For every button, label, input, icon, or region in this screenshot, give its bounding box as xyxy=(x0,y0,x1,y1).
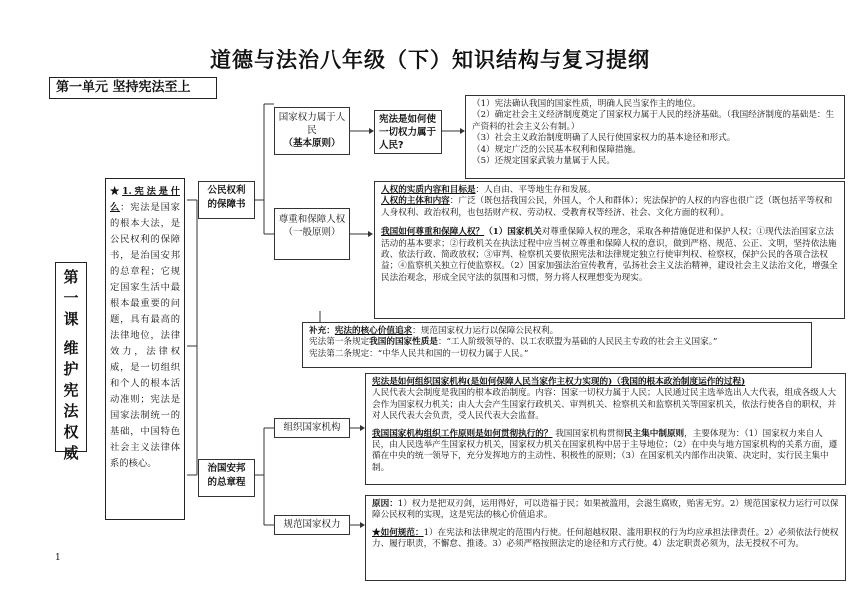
supplement-box xyxy=(302,322,812,368)
hr-subject-body: ：广泛（既包括我国公民，外国人，个人和群体）；宪法保护的人权的内容也很广泛（既包括平等权和人身权利、政治权利，也包括财产权、劳动权、受教育权等经济、社会、文化方面的权利）。 xyxy=(381,196,833,218)
human-rights-box xyxy=(374,181,845,319)
lesson-char: 宪 xyxy=(63,381,79,399)
lesson-char: 法 xyxy=(63,402,79,420)
branch-rights-guarantee: 公民权利的保障书 xyxy=(198,181,255,219)
list-item: （5）还规定国家武装力量属于人民。 xyxy=(472,156,615,167)
reason-body: 1）权力是把双刃剑，运用得好，可以造福于民；如果被滥用，会滋生腐败，贻害无穷。2）规范国家权力运行可以保障公民权利的实现，这是宪法的核心价值追求。 xyxy=(372,499,839,521)
supplement-line2-bold: 我国的国家性质是 xyxy=(369,337,438,348)
state-organs-box xyxy=(365,373,846,485)
page-number: 1 xyxy=(55,553,61,563)
principle-general-tag: （一般原则） xyxy=(283,227,341,238)
reason-heading: 原因： xyxy=(372,499,398,509)
hr-how-body: 对尊重保障人权的理念，采取各种措施促进和保护人权；①现代法治国家立法活动的基本要求；②行政机关在执法过程中应当树立尊重和保障人权的意识，做到严格、规范、公正、文明，坚持依法施政、依法行政、简政放权；③审判、检察机关要依照宪法和法律规定独立行使审判权、检察权，保护公民的各项合法权益；④监察机关独立行使监察权。（2）国家加强法治宣传教育，弘扬社会主义法治精神，建设社会主义法治文化，增强全民法治观念，形成全民守法的氛围和习惯，努力将人权理想变为现实。 xyxy=(381,227,838,283)
supplement-heading: 补充： xyxy=(309,326,335,336)
how-body: 1）在宪法和法律规定的范围内行使。任何超越权限、滥用职权的行为均应承担法律责任。2）必须依法行使权力、履行职责，不懈怠、推诿。3）必须严格按照法定的途径和方式行使。4）法定职责必须为，法无授权不可为。 xyxy=(372,527,839,550)
list-item: （1）宪法确认我国的国家性质，明确人民当家作主的地位。 xyxy=(472,99,701,109)
list-item: （2）确定社会主义经济制度奠定了国家权力属于人民的经济基础。（我国经济制度的基础是：生产资料的社会主义公有制。） xyxy=(472,110,835,132)
how-heading: ★如何规范： xyxy=(372,527,424,538)
supplement-line3: 宪法第二条规定：“中华人民共和国的一切权力属于人民。” xyxy=(309,348,529,359)
lesson-char: 维 xyxy=(63,339,79,357)
supplement-line2-body: ：“工人阶级领导的、以工农联盟为基础的人民民主专政的社会主义国家。” xyxy=(437,337,718,348)
organs-answer-bold: 民主集中制原则 xyxy=(623,428,685,439)
list-item: （3）社会主义政治制度明确了人民行使国家权力的基本途径和形式。 xyxy=(472,133,736,144)
organs-paragraph: 人民代表大会制度是我国的根本政治制度。内容：国家一切权力属于人民；人民通过民主选举选出人大代表，组成各级人大会作为国家权力机关；由人大会产生国家行政机关、审判机关、检察机关和监察机关等国家机关，依法行使各自的职权，并对人民代表大会负责，受人民代表大会监督。 xyxy=(372,388,837,422)
question-box: 宪法是如何使一切权力属于人民? xyxy=(374,110,442,154)
unit-heading: 第一单元 坚持宪法至上 xyxy=(49,77,217,99)
lesson-char: 权 xyxy=(63,423,79,441)
organs-question: 我国国家机构组织工作原则是如何贯彻执行的？ xyxy=(372,428,553,439)
organs-heading: 宪法是如何组织国家机构(是如何保障人民当家作主权力实现的)（我国的根本政治制度运作的过程) xyxy=(372,377,746,387)
organs-answer-pre: 我国国家机构贯彻 xyxy=(552,428,624,439)
principle-general xyxy=(274,208,350,260)
lesson-char: 课 xyxy=(63,310,79,328)
principle-basic-label: 国家权力属于人民 xyxy=(278,112,346,136)
people-power-box xyxy=(465,95,845,179)
hr-essence-body: ：人自由、平等地生存和发展。 xyxy=(475,185,596,195)
page-title: 道德与法治八年级（下）知识结构与复习提纲 xyxy=(210,48,650,72)
hr-essence-heading: 人权的实质内容和目标是 xyxy=(381,185,476,195)
regulate-power-label: 规范国家权力 xyxy=(274,515,350,535)
definition-body: ：宪法是国家的根本大法，是公民权利的保障书，是治国安邦的总章程；它规定国家生活中最根本最重要的问题，具有最高的法律地位，法律效力，法律权威，是一切组织和个人的根本活动准则；宪法是国家法制统一的基础，中国特色社会主义法律体系的核心。 xyxy=(110,202,180,469)
principle-basic xyxy=(274,107,350,155)
organs-answer-body: ，主要体现为：（1）国家权力来自人民，由人民选举产生国家权力机关，国家权力机关在国家机构中居于主导地位；（2）在中央与地方国家机构的关系方面，遵循在中央的统一领导下，充分发挥地方的主动性、积极性的原则；（3）在国家机关内部作出决策、决定时，实行民主集中制。 xyxy=(372,428,838,473)
principle-general-label: 尊重和保障人权 xyxy=(278,214,346,225)
star-mark: ★ xyxy=(110,186,123,197)
lesson-char: 一 xyxy=(63,289,79,307)
hr-how-heading: 我国如何尊重和保障人权？ xyxy=(381,227,485,238)
supplement-line2-pre: 宪法第一条规定 xyxy=(309,337,370,348)
lesson-char: 护 xyxy=(63,360,79,378)
hr-subject-heading: 人权的主体和内容 xyxy=(381,196,450,207)
list-item: （4）规定广泛的公民基本权利和保障措施。 xyxy=(472,144,641,155)
supplement-topic: 宪法的核心价值追求 xyxy=(334,326,413,336)
regulate-power-box xyxy=(365,495,846,581)
lesson-char: 第 xyxy=(63,268,79,286)
principle-basic-tag: （基本原则） xyxy=(283,138,341,149)
branch-governing-charter: 治国安邦的总章程 xyxy=(198,459,255,497)
supplement-topic-body: ：规范国家权力运行以保障公民权利。 xyxy=(412,326,559,336)
organize-institutions-label: 组织国家机构 xyxy=(274,418,350,438)
lesson-char: 威 xyxy=(63,444,79,462)
definition-heading: 1.宪法是什么 xyxy=(110,186,180,213)
hr-how-subheading: （1）国家机关 xyxy=(484,227,542,238)
